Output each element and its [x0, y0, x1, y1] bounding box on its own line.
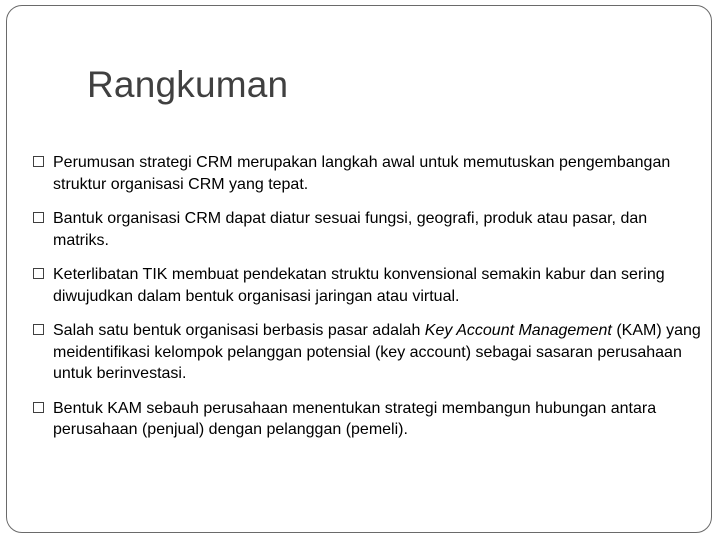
bullet-list — [33, 152, 703, 454]
square-bullet-icon — [33, 156, 44, 167]
square-bullet-icon — [33, 268, 44, 279]
bullet-text: Bantuk organisasi CRM dapat diatur sesuai fungsi, geografi, produk atau pasar, dan matriks. — [53, 210, 648, 249]
slide-title: Rangkuman — [87, 64, 289, 105]
slide-frame — [6, 5, 712, 533]
bullet-emphasis: Key Account Management — [424, 322, 612, 339]
bullet-text-before: Salah satu bentuk organisasi berbasis pasar adalah — [53, 322, 425, 339]
bullet-item — [33, 152, 703, 195]
bullet-item — [33, 398, 703, 441]
square-bullet-icon — [33, 324, 44, 335]
bullet-text: Bentuk KAM sebauh perusahaan menentukan strategi membangun hubungan antara perusahaan (penjual) dengan pelanggan (pemeli). — [53, 399, 657, 438]
bullet-item — [33, 208, 703, 251]
bullet-text: Keterlibatan TIK membuat pendekatan struktu konvensional semakin kabur dan sering diwujudkan dalam bentuk organisasi jaringan atau virtual. — [53, 266, 665, 305]
square-bullet-icon — [33, 402, 44, 413]
bullet-text-after: (KAM) yang meidentifikasi kelompok pelanggan potensial (key account) sebagai sasaran perusahaan untuk berinvestasi. — [53, 322, 701, 382]
bullet-item — [33, 320, 703, 385]
bullet-item — [33, 264, 703, 307]
square-bullet-icon — [33, 212, 44, 223]
bullet-text: Perumusan strategi CRM merupakan langkah awal untuk memutuskan pengembangan struktur organisasi CRM yang tepat. — [53, 154, 671, 193]
